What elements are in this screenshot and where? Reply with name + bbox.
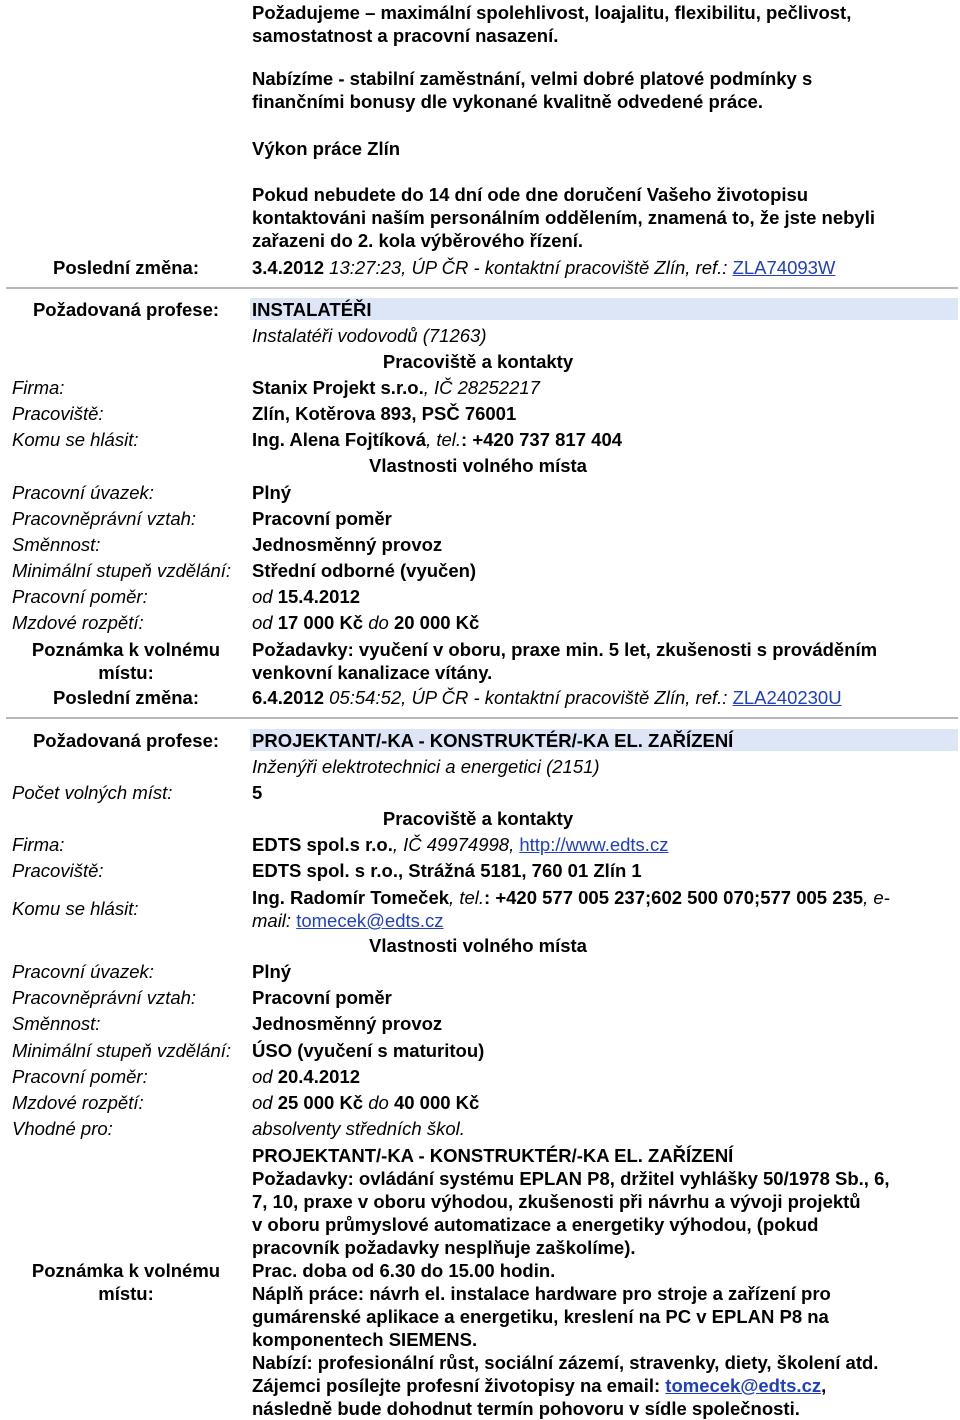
profession-subtitle: Inženýři elektrotechnici a energetici (2151) [252,756,600,777]
contact-tel-label: , tel. [449,887,485,908]
firm-value [252,377,540,399]
education-value: Střední odborné (vyučen) [252,560,477,581]
intro-work-location: Výkon práce Zlín [252,138,401,159]
firm-name: Stanix Projekt s.r.o. [252,377,424,398]
contact-tel-label: , tel. [426,429,462,450]
intro-requirements [252,1,851,47]
education-value: ÚSO (vyučení s maturitou) [252,1040,485,1061]
intro-offer [252,67,812,113]
vacancy-count-value: 5 [252,782,263,803]
last-change-info: 05:54:52, ÚP ČR - kontaktní pracoviště Zlín, ref.: [324,687,733,708]
start-value [252,586,360,608]
salary-value [252,1092,479,1114]
salary-label: Mzdové rozpětí: [12,1092,144,1113]
relation-value: Pracovní poměr [252,508,392,529]
salary-value [252,612,479,634]
last-change-label: Poslední změna: [53,257,199,278]
vacancy-count-label: Počet volných míst: [12,782,173,803]
salary-from-prefix: od [252,612,278,633]
contact-email-label: mail: [252,910,297,931]
firm-ic: , IČ 28252217 [423,377,540,398]
start-prefix: od [252,586,278,607]
salary-to-prefix: do [363,612,394,633]
note-line: 7, 10, praxe v oboru výhodou, zkušenosti při návrhu a vývoji projektů [252,1191,861,1212]
salary-from-prefix: od [252,1092,278,1113]
salary-from: 25 000 Kč [277,1092,364,1113]
note-label [12,1259,240,1305]
suitable-label: Vhodné pro: [12,1118,113,1139]
note-label-line: Poznámka k volnému [31,1260,221,1281]
education-label: Minimální stupeň vzdělání: [12,560,232,581]
firm-value [252,834,668,856]
note-line: venkovní kanalizace vítány. [252,662,493,683]
note-email-link[interactable]: tomecek@edts.cz [665,1375,822,1396]
load-label: Pracovní úvazek: [12,482,154,503]
firm-label: Firma: [12,834,65,855]
intro-requirements-line: samostatnost a pracovní nasazení. [252,25,559,46]
salary-from: 17 000 Kč [277,612,364,633]
relation-label: Pracovněprávní vztah: [12,508,197,529]
last-change-value [252,687,842,709]
contact-email-link[interactable]: tomecek@edts.cz [296,910,444,931]
load-label: Pracovní úvazek: [12,961,154,982]
start-date: 20.4.2012 [277,1066,361,1087]
load-value: Plný [252,482,292,503]
note-email-prefix: Zájemci posílejte profesní životopisy na email: [252,1375,666,1396]
note-line [252,1374,890,1397]
education-label: Minimální stupeň vzdělání: [12,1040,232,1061]
last-change-label: Poslední změna: [53,687,199,708]
note-line: gumárenské aplikace a energetiku, kreslení na PC v EPLAN P8 na [252,1306,829,1327]
workplace-value: Zlín, Kotěrova 893, PSČ 76001 [252,403,517,424]
note-label-line: místu: [98,1283,154,1304]
intro-notice-line: zařazeni do 2. kola výběrového řízení. [252,230,584,251]
note-line: Nabízí: profesionální růst, sociální zázemí, stravenky, diety, školení atd. [252,1352,879,1373]
profession-label: Požadovaná profese: [32,299,220,320]
salary-to-prefix: do [363,1092,394,1113]
intro-notice-line: kontaktováni naším personálním oddělením, znamená to, že jste nebyli [252,207,875,228]
contact-value [252,429,622,451]
shift-label: Směnnost: [12,1013,101,1034]
section-props-heading: Vlastnosti volného místa [369,935,587,956]
note-label-line: Poznámka k volnému [31,639,221,660]
salary-to: 20 000 Kč [393,612,480,633]
suitable-value: absolventy středních škol. [252,1118,465,1139]
note-label-line: místu: [98,662,154,683]
last-change-date: 3.4.2012 [252,257,325,278]
contact-tel: : +420 577 005 237;602 500 070;577 005 235 [484,887,864,908]
start-date: 15.4.2012 [277,586,361,607]
section-props-heading: Vlastnosti volného místa [369,455,587,476]
contact-label: Komu se hlásit: [12,429,139,450]
firm-website-link[interactable]: http://www.edts.cz [519,834,669,855]
salary-label: Mzdové rozpětí: [12,612,144,633]
note-email-suffix: , [821,1375,827,1396]
firm-label: Firma: [12,377,65,398]
note-line: Náplň práce: návrh el. instalace hardware pro stroje a zařízení pro [252,1283,831,1304]
shift-value: Jednosměnný provoz [252,1013,443,1034]
last-change-value [252,257,835,279]
note-line: v oboru průmyslové automatizace a energetiky výhodou, (pokud [252,1214,819,1235]
workplace-label: Pracoviště: [12,403,104,424]
contact-tel: : +420 737 817 404 [461,429,623,450]
firm-name: EDTS spol.s r.o. [252,834,393,855]
contact-label: Komu se hlásit: [12,898,139,919]
note-line: pracovník požadavky nesplňuje zaškolíme). [252,1237,636,1258]
profession-label: Požadovaná profese: [32,730,220,751]
salary-to: 40 000 Kč [393,1092,480,1113]
separator [6,287,958,289]
intro-offer-line: finančními bonusy dle vykonané kvalitně odvedené práce. [252,91,763,112]
intro-notice-line: Pokud nebudete do 14 dní ode dne doručení Vašeho životopisu [252,184,809,205]
last-change-info: 13:27:23, ÚP ČR - kontaktní pracoviště Zlín, ref.: [324,257,733,278]
note-value [252,1144,890,1420]
note-line: Požadavky: vyučení v oboru, praxe min. 5 let, zkušenosti s prováděním [252,639,878,660]
contact-email-label: , e- [863,887,890,908]
workplace-value: EDTS spol. s r.o., Strážná 5181, 760 01 Zlín 1 [252,860,642,881]
relation-value: Pracovní poměr [252,987,392,1008]
note-line: Požadavky: ovládání systému EPLAN P8, držitel vyhlášky 50/1978 Sb., 6, [252,1168,890,1189]
section-contacts-heading: Pracoviště a kontakty [382,351,574,372]
last-change-date: 6.4.2012 [252,687,325,708]
profession-title: PROJEKTANT/-KA - KONSTRUKTÉR/-KA EL. ZAŘÍZENÍ [252,730,734,751]
section-contacts-heading: Pracoviště a kontakty [382,808,574,829]
shift-label: Směnnost: [12,534,101,555]
contact-name: Ing. Radomír Tomeček [252,887,450,908]
start-prefix: od [252,1066,278,1087]
intro-offer-line: Nabízíme - stabilní zaměstnání, velmi dobré platové podmínky s [252,68,813,89]
start-label: Pracovní poměr: [12,1066,148,1087]
profession-title: INSTALATÉŘI [252,299,372,320]
note-line: následně bude dohodnut termín pohovoru v sídle společnosti. [252,1398,800,1419]
separator [6,717,958,719]
note-label [12,638,240,684]
reference-link[interactable]: ZLA74093W [732,257,836,278]
note-line: PROJEKTANT/-KA - KONSTRUKTÉR/-KA EL. ZAŘÍZENÍ [252,1145,734,1166]
profession-subtitle: Instalatéři vodovodů (71263) [252,325,487,346]
firm-ic: , IČ 49974998, [392,834,520,855]
shift-value: Jednosměnný provoz [252,534,443,555]
workplace-label: Pracoviště: [12,860,104,881]
note-line: komponentech SIEMENS. [252,1329,478,1350]
start-label: Pracovní poměr: [12,586,148,607]
reference-link[interactable]: ZLA240230U [732,687,842,708]
start-value [252,1066,360,1088]
intro-notice [252,183,875,252]
load-value: Plný [252,961,292,982]
intro-requirements-line: Požadujeme – maximální spolehlivost, loajalitu, flexibilitu, pečlivost, [252,2,852,23]
note-value [252,638,877,684]
note-line: Prac. doba od 6.30 do 15.00 hodin. [252,1260,556,1281]
contact-value [252,886,890,932]
contact-name: Ing. Alena Fojtíková [252,429,427,450]
relation-label: Pracovněprávní vztah: [12,987,197,1008]
